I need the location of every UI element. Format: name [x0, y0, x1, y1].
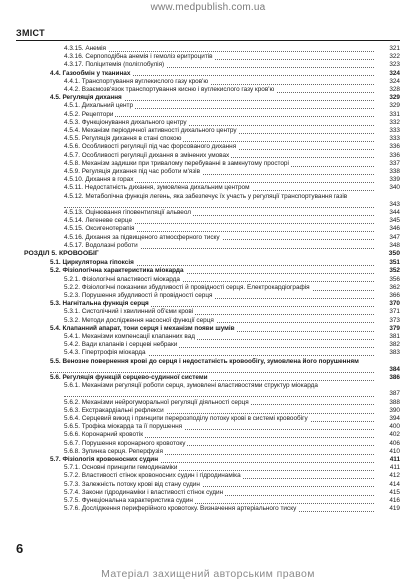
toc-entry-number: 4.5.7. — [64, 151, 80, 159]
toc-entry — [64, 61, 400, 69]
toc-page-number: 387 — [376, 390, 400, 398]
toc-entry-title — [64, 111, 115, 118]
toc-entry — [64, 317, 400, 325]
toc-entry-number: РОЗДІЛ 5. — [24, 250, 58, 257]
toc-entry-title — [64, 333, 197, 340]
toc-entry-title — [64, 407, 166, 414]
toc-entry-number: 4.5.15. — [64, 225, 84, 233]
toc-entry-title-text: Регуляція функцій серцево-судинної системи — [62, 374, 208, 381]
toc-page-number: 343 — [376, 201, 400, 209]
toc-entry-title — [64, 61, 166, 68]
toc-entry — [64, 86, 400, 94]
toc-entry — [64, 440, 400, 448]
toc-entry — [64, 505, 400, 513]
toc-entry — [64, 127, 400, 135]
toc-entry-title-text: Взаємозв'язок транспортування кисню і вуглекислого газу кров'ю — [81, 86, 275, 93]
toc-entry-title-text: Механізми нейрогуморальної регуляції діяльності серця — [81, 398, 249, 406]
toc-entry — [64, 292, 400, 300]
toc-entry-number: 5.6.8. — [64, 447, 80, 455]
toc-entry-number: 5.2.2. — [64, 283, 80, 291]
toc-leader-dots — [64, 207, 374, 208]
toc-entry-title — [64, 209, 193, 216]
toc-page-number: 333 — [376, 127, 400, 135]
toc-entry-title — [64, 135, 183, 142]
toc-page-number: 350 — [376, 250, 400, 258]
toc-entry-number: 4.5.16. — [64, 233, 84, 241]
toc-entry — [64, 415, 400, 423]
toc-entry-number: 5.4.2. — [64, 341, 80, 349]
toc-entry-title — [64, 143, 238, 150]
toc-entry — [64, 119, 400, 127]
toc-entry-title-text: Оцінювання гіповентиляції альвеол — [85, 209, 191, 216]
toc-entry — [64, 168, 400, 176]
toc-page-number: 412 — [376, 472, 400, 480]
toc-entry-title-text: Фізіологічні властивості міокарда — [81, 275, 180, 283]
toc-entry-title-text: Серпоподібна анемія і гемоліз еритроцитів — [85, 53, 213, 61]
toc-entry — [64, 382, 400, 398]
toc-entry-title-text: Вади клапанів і серцеві небраки — [81, 341, 178, 349]
toc-entry-title — [64, 127, 239, 134]
toc-entry-title-text: Залежність потоку крові від стану судин — [81, 480, 200, 488]
toc-entry-title — [64, 448, 165, 455]
toc-entry-title — [64, 399, 251, 406]
toc-entry-title — [64, 481, 202, 488]
toc-entry-title-text: Коронарний кровотік — [81, 431, 144, 439]
toc-entry — [50, 374, 400, 382]
toc-entry-title — [64, 284, 312, 291]
toc-entry-number: 5.5. — [50, 357, 61, 365]
toc-entry-number: 4.5.5. — [64, 135, 80, 143]
toc-entry-number: 5.6.6. — [64, 431, 80, 439]
toc-entry-title — [64, 160, 291, 167]
toc-leader-dots — [64, 51, 374, 52]
toc-entry-title — [64, 497, 195, 504]
toc-page-number: 324 — [376, 70, 400, 78]
toc-entry-title — [64, 45, 108, 52]
toc-entry — [64, 448, 400, 456]
toc-entry-title-text: Транспортування вуглекислого газу кров'ю — [81, 77, 209, 85]
toc-entry-number: 5.6. — [50, 374, 61, 381]
toc-entry-title-text: Поліцитемія (поліглобулія) — [85, 61, 165, 69]
toc-entry-number: 4.5.8. — [64, 159, 80, 167]
toc-entry — [64, 111, 400, 119]
toc-entry-title-text: Трофіка міокарда та її порушення — [81, 423, 183, 431]
toc-entry-title — [64, 193, 388, 201]
toc-page-number: 331 — [376, 111, 400, 119]
toc-page-number: 414 — [376, 481, 400, 489]
toc-entry-title — [64, 292, 214, 299]
toc-entry — [64, 333, 400, 341]
toc-entry — [64, 152, 400, 160]
toc-page-number: 347 — [376, 234, 400, 242]
running-header-title: ЗМІСТ — [16, 28, 45, 38]
toc-entry-title-text: Основні принципи гемодинаміки — [81, 464, 178, 472]
toc-entry-title — [64, 431, 145, 438]
toc-page-number: 351 — [376, 259, 400, 267]
toc-page-number: 388 — [376, 399, 400, 407]
toc-entry-title-text: Властивості стінок кровоносних судин і гідродинаміка — [81, 472, 241, 480]
toc-page-number: 411 — [376, 464, 400, 472]
toc-page-number: 419 — [376, 505, 400, 513]
toc-entry-number: 4.3.17. — [64, 61, 84, 69]
toc-entry-title — [64, 86, 276, 93]
toc-entry-title — [64, 242, 140, 249]
toc-entry-number: 4.4. — [50, 69, 61, 77]
toc-entry-title — [64, 382, 388, 390]
toc-entry-title-text: Зупинка серця. Реперфузія — [81, 447, 163, 455]
toc-entry-number: 4.4.2. — [64, 86, 80, 93]
toc-page-number: 384 — [376, 366, 400, 374]
toc-entry — [64, 284, 400, 292]
toc-entry-title-text: Серцевий викид і принципи перерозподілу потоку крові в системі кровообігу — [81, 415, 308, 422]
toc-entry-number: 5.7.2. — [64, 472, 80, 480]
toc-entry-title — [64, 53, 215, 60]
toc-entry-title — [64, 276, 182, 283]
toc-entry-title — [64, 119, 189, 126]
toc-page-number: 338 — [376, 168, 400, 176]
toc-page-number: 324 — [376, 78, 400, 86]
toc-entry — [64, 234, 400, 242]
toc-entry-title-text: Дослідження периферійного кровотоку. Визначення артеріального тиску — [81, 505, 297, 513]
toc-entry-title-text: Дихальний центр — [81, 102, 134, 110]
toc-entry — [64, 242, 400, 250]
toc-page-number: 339 — [376, 176, 400, 184]
toc-entry-title — [50, 94, 124, 101]
toc-entry — [64, 481, 400, 489]
toc-entry-title-text: Методи дослідження насосної функції серця — [81, 316, 214, 324]
toc-entry-title-text: КРОВООБІГ — [58, 250, 99, 257]
toc-page-number: 381 — [376, 333, 400, 341]
toc-entry-title-text: Регуляція дихання — [62, 94, 122, 102]
toc-entry-number: 5.6.7. — [64, 439, 80, 447]
toc-entry-number: 4.5.6. — [64, 143, 80, 151]
toc-page-number: 415 — [376, 489, 400, 497]
toc-page-number: 382 — [376, 341, 400, 349]
toc-page-number: 370 — [376, 300, 400, 308]
toc-entry-title — [50, 325, 237, 332]
toc-page-number: 336 — [376, 152, 400, 160]
toc-page-number: 362 — [376, 284, 400, 292]
toc-entry-title-text: Метаболічна функція легень, яка забезпечує їх участь у регуляції транспортування газів — [85, 192, 348, 200]
toc-entry-title-text: Газообмін у тканинах — [62, 69, 131, 77]
toc-entry-title — [50, 358, 374, 366]
toc-entry-title-text: Фізіологія кровоносних судин — [62, 456, 159, 463]
toc-entry-number: 4.3.15. — [64, 45, 84, 52]
toc-page-number: 340 — [376, 184, 400, 192]
page-number: 6 — [16, 541, 24, 556]
toc-entry-number: 5.6.3. — [64, 406, 80, 414]
toc-entry-title — [64, 489, 225, 496]
toc-entry-title-text: Особливості регуляції дихання в змінених умовах — [81, 151, 230, 159]
toc-entry-number: 5.3. — [50, 300, 61, 308]
toc-entry-number: 5.2.1. — [64, 275, 80, 283]
toc-entry-number: 5.7.1. — [64, 464, 80, 472]
toc-entry-title-text: Функціональна характеристика судин — [81, 497, 193, 504]
toc-entry-title-text: Фізіологічні показники збудливості й провідності серця. Електрокардіографія — [81, 283, 310, 291]
toc-entry-title — [50, 267, 186, 274]
toc-entry-title-text: Екстракардіальні рефлекси — [81, 406, 164, 414]
toc-page-number: 344 — [376, 209, 400, 217]
toc-entry-title-text: Регуляція дихання в стані спокою — [81, 135, 182, 143]
toc-entry — [64, 407, 400, 415]
toc-entry-number: 4.5.2. — [64, 110, 80, 118]
toc-entry-title — [64, 472, 243, 479]
toc-page-number: 323 — [376, 61, 400, 69]
toc-page-number: 329 — [376, 102, 400, 110]
toc-entry-title-text: Дихання в горах — [85, 176, 134, 184]
toc-entry-title — [64, 308, 195, 315]
toc-entry — [64, 308, 400, 316]
toc-entry-number: 5.7.3. — [64, 480, 80, 488]
site-url: www.medpublish.com.ua — [150, 2, 266, 13]
toc-entry-title — [64, 505, 298, 512]
toc-page-number: 390 — [376, 407, 400, 415]
toc-entry-title-text: Нагнітальна функція серця — [62, 300, 149, 308]
toc-entry-title — [64, 184, 252, 191]
toc-entry-title — [64, 464, 179, 471]
toc-entry-title-text: Рецептори — [81, 110, 114, 118]
toc-entry-number: 4.3.16. — [64, 53, 84, 61]
toc-entry — [64, 78, 400, 86]
toc-page-number: 333 — [376, 135, 400, 143]
toc-page-number: 373 — [376, 317, 400, 325]
toc-page-number: 352 — [376, 267, 400, 275]
toc-entry-title-text: Порушення збудливості й провідності серця — [81, 292, 213, 299]
toc-page-number: 379 — [376, 325, 400, 333]
toc-page-number: 322 — [376, 53, 400, 61]
toc-page-number: 402 — [376, 431, 400, 439]
toc-entry-title-text: Недостатність дихання, зумовлена дихальним центром — [84, 184, 250, 192]
toc-entry-number: 4.5.1. — [64, 102, 80, 110]
toc-leader-dots — [50, 372, 374, 373]
toc-entry-number: 4.5.14. — [64, 217, 84, 225]
toc-entry-title — [64, 225, 136, 232]
toc-entry-title — [64, 176, 135, 183]
toc-entry-number: 5.6.4. — [64, 415, 80, 422]
header-rule — [16, 40, 400, 41]
toc-entry-number: 5.4.1. — [64, 333, 80, 340]
toc-entry-title — [64, 234, 222, 241]
toc-entry — [50, 456, 400, 464]
toc-page-number: 411 — [376, 456, 400, 464]
toc-entry-number: 5.7.5. — [64, 497, 80, 504]
toc-entry — [64, 209, 400, 217]
table-of-contents — [0, 45, 416, 541]
toc-entry-number: 5.2.3. — [64, 292, 80, 299]
toc-entry-title — [64, 317, 216, 324]
toc-entry-title-text: Анемія — [85, 45, 106, 52]
copyright-footer: Матеріал захищений авторським правом — [101, 568, 315, 580]
toc-page-number: 406 — [376, 440, 400, 448]
toc-entry-title — [64, 415, 310, 422]
toc-entry-title-text: Клапанний апарат, тони серця і механізм появи шумів — [62, 324, 235, 332]
toc-entry-title — [64, 440, 187, 447]
toc-entry-number: 5.3.1. — [64, 308, 80, 316]
toc-entry-title — [50, 300, 151, 307]
toc-entry-title-text: Легеневе серце — [85, 217, 133, 225]
toc-entry — [50, 325, 400, 333]
toc-page-number: 345 — [376, 217, 400, 225]
toc-page-number: 328 — [376, 86, 400, 94]
toc-entry-title — [24, 250, 101, 257]
toc-entry-title-text: Порушення коронарного кровотоку — [81, 439, 186, 447]
toc-entry-title-text: Фізіологічна характеристика міокарда — [62, 267, 184, 275]
toc-entry-number: 4.5.4. — [64, 127, 80, 134]
toc-entry — [50, 70, 400, 78]
toc-entry-number: 5.4. — [50, 324, 61, 332]
toc-entry-number: 5.6.2. — [64, 398, 80, 406]
toc-entry-title-text: Дихання за підвищеного атмосферного тиску — [85, 233, 220, 241]
toc-page-number: 332 — [376, 119, 400, 127]
toc-page-number: 371 — [376, 308, 400, 316]
toc-entry-number: 5.4.3. — [64, 349, 80, 357]
toc-entry-title-text: Систолічний і хвилинний об'єми крові — [81, 308, 194, 316]
toc-leader-dots — [64, 396, 374, 397]
toc-entry-title-text: Закони гідродинаміки і властивості стінок судин — [81, 488, 224, 496]
toc-entry — [50, 267, 400, 275]
toc-entry-number: 5.2. — [50, 267, 61, 275]
toc-page-number: 346 — [376, 225, 400, 233]
toc-entry-number: 4.5.13. — [64, 209, 84, 216]
toc-entry-title — [50, 70, 132, 77]
toc-entry-title-text: Водолазні роботи — [85, 241, 138, 249]
toc-entry-number: 4.5.9. — [64, 168, 80, 175]
toc-entry-title — [64, 423, 184, 430]
toc-page-number: 394 — [376, 415, 400, 423]
toc-entry-title — [50, 374, 210, 381]
toc-entry-number: 5.7.4. — [64, 488, 80, 496]
toc-entry — [64, 276, 400, 284]
toc-entry-title — [64, 78, 210, 85]
toc-entry-title-text: Механізми компенсації клапанних вад — [81, 333, 195, 340]
toc-entry-title-text: Механізми регуляції роботи серця, зумовлені властивостями структур міокарда — [81, 382, 318, 390]
toc-entry-title — [64, 152, 231, 159]
toc-entry — [64, 225, 400, 233]
toc-page-number: 410 — [376, 448, 400, 456]
toc-entry — [64, 192, 400, 208]
toc-entry — [64, 472, 400, 480]
toc-entry — [64, 399, 400, 407]
toc-entry-title-text: Особливості регуляції під час форсованого дихання — [81, 143, 237, 151]
toc-entry-number: 5.6.1. — [64, 382, 80, 390]
toc-entry-number: 5.7. — [50, 456, 61, 463]
toc-entry — [64, 45, 400, 53]
toc-entry-title-text: Функціонування дихального центру — [81, 118, 187, 126]
toc-entry — [64, 431, 400, 439]
toc-page-number: 321 — [376, 45, 400, 53]
toc-entry-title-text: Механізм задишки при тривалому перебуванні в замкнутому просторі — [81, 159, 289, 167]
toc-page-number: 400 — [376, 423, 400, 431]
toc-entry-title — [64, 168, 202, 175]
toc-entry-number: 4.5.11. — [64, 184, 84, 192]
toc-entry-number: 5.6.5. — [64, 423, 80, 431]
toc-entry — [64, 489, 400, 497]
toc-entry — [64, 160, 400, 168]
toc-section-heading — [24, 250, 400, 258]
toc-entry-title-text: Регуляція дихання під час роботи м'язів — [81, 168, 200, 175]
toc-entry — [50, 357, 400, 373]
toc-entry-number: 4.5.3. — [64, 118, 80, 126]
toc-entry-title-text: Оксигенотерапія — [85, 225, 135, 233]
toc-entry-title — [50, 456, 160, 463]
toc-page-number: 329 — [376, 94, 400, 102]
toc-page-number: 336 — [376, 143, 400, 151]
toc-entry-title — [50, 259, 136, 266]
toc-entry-number: 5.7.6. — [64, 505, 80, 513]
toc-page-number: 416 — [376, 497, 400, 505]
toc-entry — [64, 102, 400, 110]
toc-entry-number: 4.5.17. — [64, 241, 84, 249]
toc-entry — [64, 184, 400, 192]
toc-entry-title-text: Циркуляторна гіпоксія — [62, 259, 134, 267]
toc-entry-number: 5.1. — [50, 259, 61, 267]
toc-entry — [64, 143, 400, 151]
toc-entry — [64, 349, 400, 357]
toc-entry-title-text: Венозне повернення крові до серця і недостатність кровообігу, зумовлена його порушенням — [62, 357, 359, 365]
toc-page-number: 337 — [376, 160, 400, 168]
toc-entry-title — [64, 349, 148, 356]
toc-page-number: 348 — [376, 242, 400, 250]
toc-page-number: 386 — [376, 374, 400, 382]
toc-entry-number: 4.5.10. — [64, 176, 84, 184]
toc-entry-number: 4.5. — [50, 94, 61, 102]
toc-entry-title — [64, 341, 179, 348]
toc-page-number: 383 — [376, 349, 400, 357]
toc-entry — [64, 497, 400, 505]
toc-page-number: 366 — [376, 292, 400, 300]
toc-entry-number: 4.4.1. — [64, 77, 80, 85]
toc-entry-title — [64, 217, 134, 224]
toc-entry-number: 5.3.2. — [64, 316, 80, 324]
toc-page-number: 356 — [376, 276, 400, 284]
toc-entry-title — [64, 102, 135, 109]
toc-entry-number: 4.5.12. — [64, 192, 84, 200]
toc-entry-title-text: Механізм періодичної активності дихального центру — [81, 127, 237, 134]
toc-entry-title-text: Гіпертрофія міокарда — [81, 349, 146, 357]
